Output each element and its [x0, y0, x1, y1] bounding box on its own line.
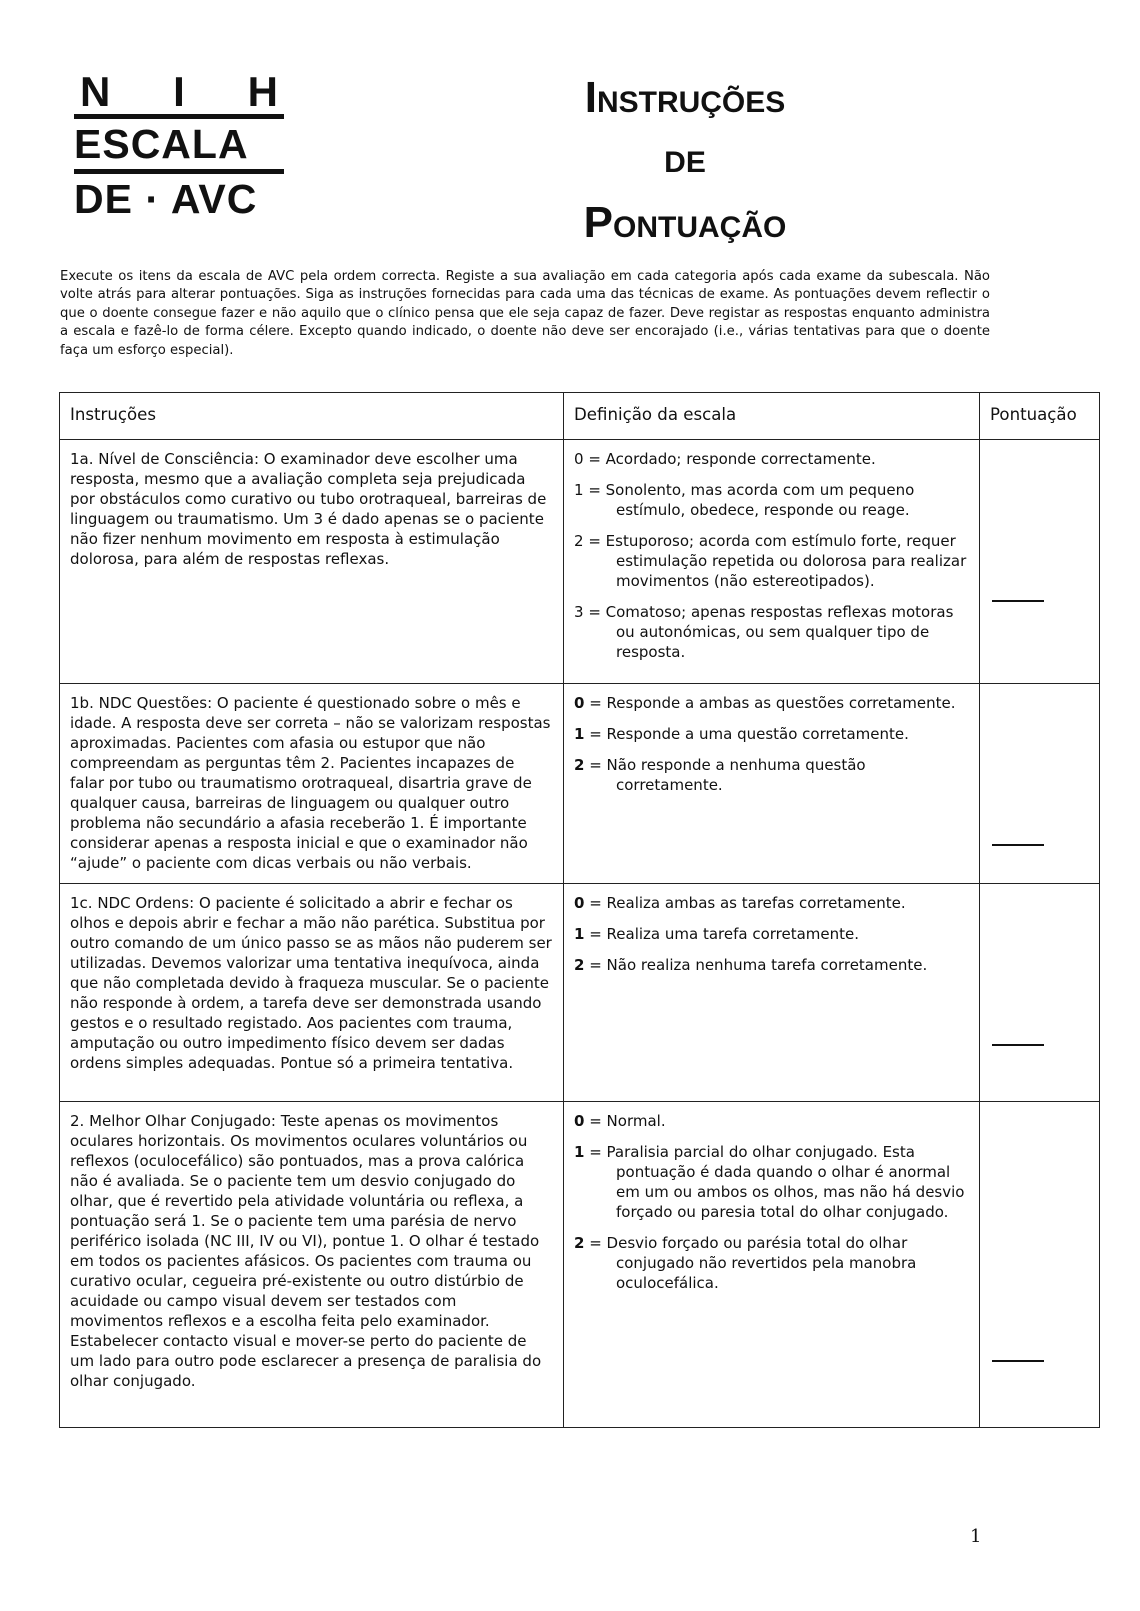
definition-item: [574, 449, 969, 469]
definition-text: = Responde a ambas as questões corretamente.: [584, 694, 956, 712]
title-line-2: DE: [664, 146, 706, 179]
definition-score: 1: [574, 481, 584, 499]
definition-score: 1: [574, 725, 585, 743]
definition-item: [574, 1233, 969, 1293]
table-row: [60, 684, 1100, 884]
logo-letter-n: N: [80, 68, 111, 115]
definition-score: 0: [574, 1112, 585, 1130]
instruction-cell: 1b. NDC Questões: O paciente é questionado sobre o mês e idade. A resposta deve ser correta – não se valorizam respostas aproximadas. Pacientes com afasia ou estupor que não compreendam as perguntas têm 2. Pacientes incapazes de falar por tubo ou traumatismo orotraqueal, disartria grave de qualquer causa, barreiras de linguagem ou qualquer outro problema não secundário a afasia receberão 1. É importante considerar apenas a resposta inicial e que o examinador não “ajude” o paciente com dicas verbais ou não verbais.: [60, 684, 564, 884]
definition-text: = Desvio forçado ou parésia total do olhar conjugado não revertidos pela manobra oculocefálica.: [584, 1234, 917, 1292]
table-row: [60, 884, 1100, 1102]
definition-text: = Realiza uma tarefa corretamente.: [584, 925, 860, 943]
instruction-cell: 1c. NDC Ordens: O paciente é solicitado a abrir e fechar os olhos e depois abrir e fechar a mão não parética. Substitua por outro comando de um único passo se as mãos não puderem ser utilizadas. Devemos valorizar uma tentativa inequívoca, ainda que não completada devido à fraqueza muscular. Se o paciente não responde à ordem, a tarefa deve ser demonstrada usando gestos e o resultado registado. Aos pacientes com trauma, amputação ou outro impedimento físico devem ser dadas ordens simples adequadas. Pontue só a primeira tentativa.: [60, 884, 564, 1102]
definition-text: = Estuporoso; acorda com estímulo forte, requer estimulação repetida ou dolorosa para realizar movimentos (não estereotipados).: [583, 532, 967, 590]
definition-text: = Não realiza nenhuma tarefa corretamente.: [584, 956, 928, 974]
title-line-1: INSTRUÇÕES: [584, 73, 786, 122]
definition-text: = Realiza ambas as tarefas corretamente.: [584, 894, 906, 912]
definition-score: 2: [574, 532, 584, 550]
definition-score: 2: [574, 956, 585, 974]
score-blank-line: [992, 844, 1044, 846]
definition-text: = Acordado; responde correctamente.: [583, 450, 876, 468]
definition-item: [574, 924, 969, 944]
definition-item: [574, 955, 969, 975]
definition-item: [574, 693, 969, 713]
table-row: [60, 1102, 1100, 1428]
definition-score: 1: [574, 1143, 585, 1161]
definition-text: = Comatoso; apenas respostas reflexas motoras ou autonómicas, ou sem qualquer tipo de resposta.: [583, 603, 954, 661]
score-cell[interactable]: [980, 684, 1100, 884]
definition-score: 2: [574, 756, 585, 774]
definition-score: 1: [574, 925, 585, 943]
score-blank-line: [992, 1360, 1044, 1362]
header-scale-definition: Definição da escala: [564, 393, 980, 440]
nih-stroke-scale-logo: [74, 70, 284, 224]
definition-text: = Paralisia parcial do olhar conjugado. Esta pontuação é dada quando o olhar é anormal em um ou ambos os olhos, mas não há desvio forçado ou paresia total do olhar conjugado.: [584, 1143, 965, 1221]
definition-item: [574, 1111, 969, 1131]
logo-letter-h: H: [247, 68, 278, 115]
header-instructions: Instruções: [60, 393, 564, 440]
table-header-row: [60, 393, 1100, 440]
definition-score: 0: [574, 894, 585, 912]
definition-item: [574, 724, 969, 744]
intro-paragraph: Execute os itens da escala de AVC pela ordem correcta. Registe a sua avaliação em cada categoria após cada exame da subescala. Não volte atrás para alterar pontuações. Siga as instruções fornecidas para cada uma das técnicas de exame. As pontuações devem reflectir o que o doente consegue fazer e não aquilo que o clínico pensa que ele seja capaz de fazer. Deve registar as respostas enquanto administra a escala e fazê-lo de forma célere. Excepto quando indicado, o doente não deve ser encorajado (i.e., várias tentativas para que o doente faça um esforço especial).: [60, 269, 990, 358]
logo-escala: ESCALA: [74, 119, 284, 174]
page-number: 1: [970, 1526, 982, 1547]
definition-item: [574, 531, 969, 591]
definition-cell: [564, 684, 980, 884]
definition-cell: [564, 1102, 980, 1428]
score-cell[interactable]: [980, 884, 1100, 1102]
definition-score: 2: [574, 1234, 585, 1252]
scoring-table: [59, 392, 1100, 1428]
score-blank-line: [992, 1044, 1044, 1046]
definition-cell: [564, 884, 980, 1102]
definition-score: 3: [574, 603, 584, 621]
definition-score: 0: [574, 450, 584, 468]
score-cell[interactable]: [980, 1102, 1100, 1428]
logo-letter-i: I: [173, 68, 185, 115]
definition-item: [574, 602, 969, 662]
definition-text: = Sonolento, mas acorda com um pequeno estímulo, obedece, responde ou reage.: [583, 481, 915, 519]
definition-item: [574, 755, 969, 795]
score-blank-line: [992, 600, 1044, 602]
score-cell[interactable]: [980, 440, 1100, 684]
instruction-cell: 2. Melhor Olhar Conjugado: Teste apenas os movimentos oculares horizontais. Os movimentos oculares voluntários ou reflexos (oculocefálico) são pontuados, mas a prova calórica não é avaliada. Se o paciente tem um desvio conjugado do olhar, que é revertido pela atividade voluntária ou reflexa, a pontuação será 1. Se o paciente tem uma parésia de nervo periférico isolada (NC III, IV ou VI), pontue 1. O olhar é testado em todos os pacientes afásicos. Os pacientes com trauma ou curativo ocular, cegueira pré-existente ou outro distúrbio de acuidade ou campo visual devem ser testados com movimentos reflexos e a escolha feita pelo examinador. Estabelecer contacto visual e mover-se perto do paciente de um lado para outro pode esclarecer a presença de paralisia do olhar conjugado.: [60, 1102, 564, 1428]
definition-cell: [564, 440, 980, 684]
definition-text: = Não responde a nenhuma questão corretamente.: [584, 756, 866, 794]
definition-item: [574, 893, 969, 913]
definition-item: [574, 480, 969, 520]
logo-nih: [74, 70, 284, 119]
instruction-cell: 1a. Nível de Consciência: O examinador deve escolher uma resposta, mesmo que a avaliação completa seja prejudicada por obstáculos como curativo ou tubo orotraqueal, barreiras de linguagem ou traumatismo. Um 3 é dado apenas se o paciente não fizer nenhum movimento em resposta à estimulação dolorosa, para além de respostas reflexas.: [60, 440, 564, 684]
title-line-3: PONTUAÇÃO: [583, 198, 787, 247]
definition-text: = Responde a uma questão corretamente.: [584, 725, 909, 743]
logo-de-avc: DE · AVC: [74, 176, 258, 222]
definition-item: [574, 1142, 969, 1222]
definition-text: = Normal.: [584, 1112, 666, 1130]
table-row: [60, 440, 1100, 684]
definition-score: 0: [574, 694, 585, 712]
page-title: [520, 68, 850, 258]
header-score: Pontuação: [980, 393, 1100, 440]
